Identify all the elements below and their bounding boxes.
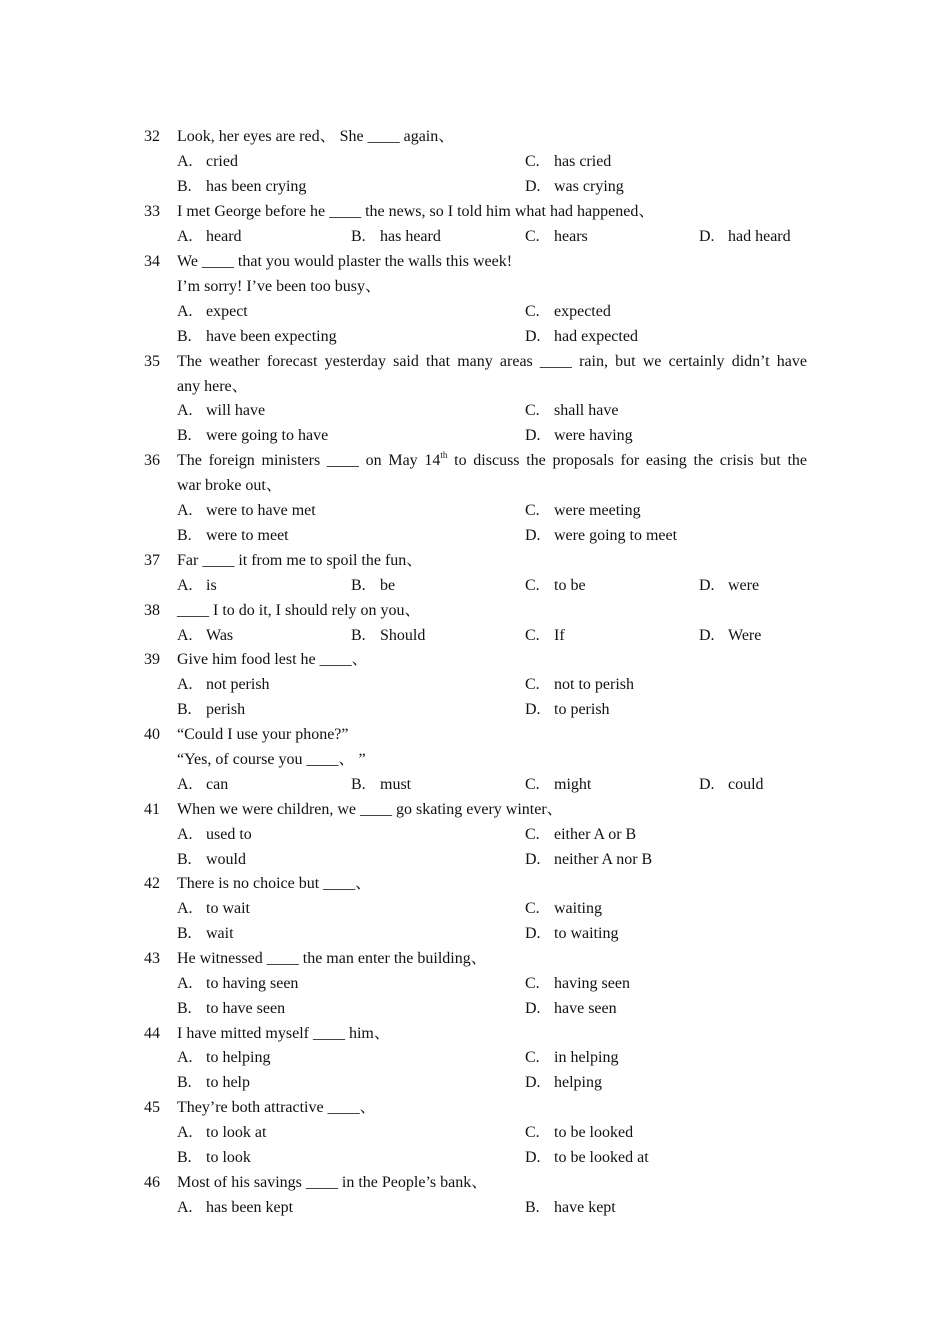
options-row (0, 523, 950, 548)
option-c: C. If (525, 627, 565, 644)
option-a: A. cried (177, 153, 238, 170)
options-row (0, 921, 950, 946)
question-41 (0, 797, 950, 822)
option-d: D. were having (525, 427, 633, 444)
options-row (0, 174, 950, 199)
options-row (0, 623, 950, 648)
option-c: C. either A or B (525, 826, 637, 843)
question-number: 45 (144, 1099, 160, 1116)
option-c: C. hears (525, 228, 588, 245)
option-d: D. to waiting (525, 925, 619, 942)
options-row (0, 423, 950, 448)
options-row (0, 573, 950, 598)
option-a: A. were to have met (177, 502, 316, 519)
option-d: D. was crying (525, 178, 624, 195)
option-b: B. wait (177, 925, 234, 942)
question-45 (0, 1095, 950, 1120)
question-39 (0, 647, 950, 672)
options-row (0, 149, 950, 174)
option-a: A. will have (177, 402, 266, 419)
question-text: He witnessed ____ the man enter the building、 (177, 950, 487, 967)
question-38 (0, 598, 950, 623)
option-c: C. not to perish (525, 676, 634, 693)
question-number: 46 (144, 1174, 160, 1191)
question-text-continued (0, 374, 950, 399)
question-text: When we were children, we ____ go skating every winter、 (177, 801, 563, 818)
option-a: A. can (177, 776, 229, 793)
option-d: D. were (699, 577, 760, 594)
options-row (0, 772, 950, 797)
question-number: 40 (144, 726, 160, 743)
option-b: B. has been crying (177, 178, 307, 195)
option-a: A. to having seen (177, 975, 299, 992)
option-c: C. might (525, 776, 592, 793)
options-row (0, 697, 950, 722)
question-text: The weather forecast yesterday said that many areas ____ rain, but we certainly didn’t have (177, 353, 807, 370)
option-a: A. has been kept (177, 1199, 294, 1216)
question-number: 39 (144, 651, 160, 668)
options-row (0, 847, 950, 872)
question-text: They’re both attractive ____、 (177, 1099, 376, 1116)
option-b: B. has heard (351, 228, 441, 245)
option-b: B. to look (177, 1149, 251, 1166)
option-d: D. helping (525, 1074, 602, 1091)
question-text: Far ____ it from me to spoil the fun、 (177, 552, 423, 569)
option-d: D. Were (699, 627, 762, 644)
question-number: 32 (144, 128, 160, 145)
question-46 (0, 1170, 950, 1195)
option-b: B. have kept (525, 1199, 616, 1216)
question-text-continued (0, 274, 950, 299)
option-c: C. expected (525, 303, 611, 320)
question-35 (0, 349, 950, 374)
option-a: A. used to (177, 826, 252, 843)
option-c: C. were meeting (525, 502, 641, 519)
question-32 (0, 124, 950, 149)
question-number: 44 (144, 1025, 160, 1042)
option-b: B. were going to have (177, 427, 329, 444)
option-a: A. not perish (177, 676, 270, 693)
question-number: 43 (144, 950, 160, 967)
options-row (0, 299, 950, 324)
question-36 (0, 448, 950, 473)
option-b: B. to have seen (177, 1000, 286, 1017)
options-row (0, 896, 950, 921)
option-a: A. expect (177, 303, 248, 320)
option-c: C. having seen (525, 975, 630, 992)
option-c: C. waiting (525, 900, 602, 917)
option-d: D. have seen (525, 1000, 617, 1017)
options-row (0, 498, 950, 523)
options-row (0, 1195, 950, 1220)
options-row (0, 996, 950, 1021)
option-c: C. to be (525, 577, 586, 594)
ordinal-superscript: th (440, 450, 448, 460)
option-d: D. to be looked at (525, 1149, 649, 1166)
question-34 (0, 249, 950, 274)
option-b: B. would (177, 851, 246, 868)
question-text: ____ I to do it, I should rely on you、 (177, 602, 421, 619)
option-b: B. be (351, 577, 396, 594)
question-text-line2: I’m sorry! I’ve been too busy、 (177, 278, 381, 295)
option-c: C. in helping (525, 1049, 619, 1066)
question-number: 41 (144, 801, 160, 818)
option-b: B. were to meet (177, 527, 289, 544)
question-33 (0, 199, 950, 224)
option-a: A. to helping (177, 1049, 271, 1066)
option-d: D. were going to meet (525, 527, 678, 544)
options-row (0, 398, 950, 423)
question-44 (0, 1021, 950, 1046)
question-number: 38 (144, 602, 160, 619)
options-row (0, 822, 950, 847)
option-a: A. to look at (177, 1124, 267, 1141)
question-text-line2: war broke out、 (177, 477, 282, 494)
question-43 (0, 946, 950, 971)
question-text-line2: any here、 (177, 378, 248, 395)
options-row (0, 672, 950, 697)
question-text: The foreign ministers ____ on May 14th to discuss the proposals for easing the crisis but the (177, 450, 807, 469)
question-37 (0, 548, 950, 573)
question-text-line2: “Yes, of course you ____、 ” (177, 751, 366, 768)
option-b: B. perish (177, 701, 246, 718)
question-text: I have mitted myself ____ him、 (177, 1025, 390, 1042)
question-number: 34 (144, 253, 160, 270)
question-text: There is no choice but ____、 (177, 875, 372, 892)
question-42 (0, 871, 950, 896)
question-number: 35 (144, 353, 160, 370)
question-text: I met George before he ____ the news, so I told him what had happened、 (177, 203, 655, 220)
question-text-continued (0, 473, 950, 498)
options-row (0, 324, 950, 349)
option-b: B. to help (177, 1074, 250, 1091)
question-text-continued (0, 747, 950, 772)
options-row (0, 1145, 950, 1170)
option-d: D. had expected (525, 328, 638, 345)
option-a: A. is (177, 577, 217, 594)
options-row (0, 971, 950, 996)
question-text: Look, her eyes are red、 She ____ again、 (177, 128, 455, 145)
question-number: 36 (144, 452, 160, 469)
option-c: C. shall have (525, 402, 619, 419)
question-text: Give him food lest he ____、 (177, 651, 368, 668)
question-text: Most of his savings ____ in the People’s bank、 (177, 1174, 488, 1191)
option-b: B. have been expecting (177, 328, 337, 345)
question-number: 42 (144, 875, 160, 892)
option-d: D. to perish (525, 701, 610, 718)
option-b: B. must (351, 776, 412, 793)
question-text: “Could I use your phone?” (177, 726, 349, 743)
question-number: 33 (144, 203, 160, 220)
option-a: A. heard (177, 228, 242, 245)
option-d: D. had heard (699, 228, 791, 245)
options-row (0, 224, 950, 249)
option-c: C. to be looked (525, 1124, 634, 1141)
option-a: A. Was (177, 627, 234, 644)
option-c: C. has cried (525, 153, 612, 170)
option-d: D. could (699, 776, 764, 793)
option-d: D. neither A nor B (525, 851, 653, 868)
question-number: 37 (144, 552, 160, 569)
question-text: We ____ that you would plaster the walls this week! (177, 253, 513, 270)
options-row (0, 1045, 950, 1070)
options-row (0, 1070, 950, 1095)
option-a: A. to wait (177, 900, 250, 917)
option-b: B. Should (351, 627, 426, 644)
options-row (0, 1120, 950, 1145)
question-40 (0, 722, 950, 747)
